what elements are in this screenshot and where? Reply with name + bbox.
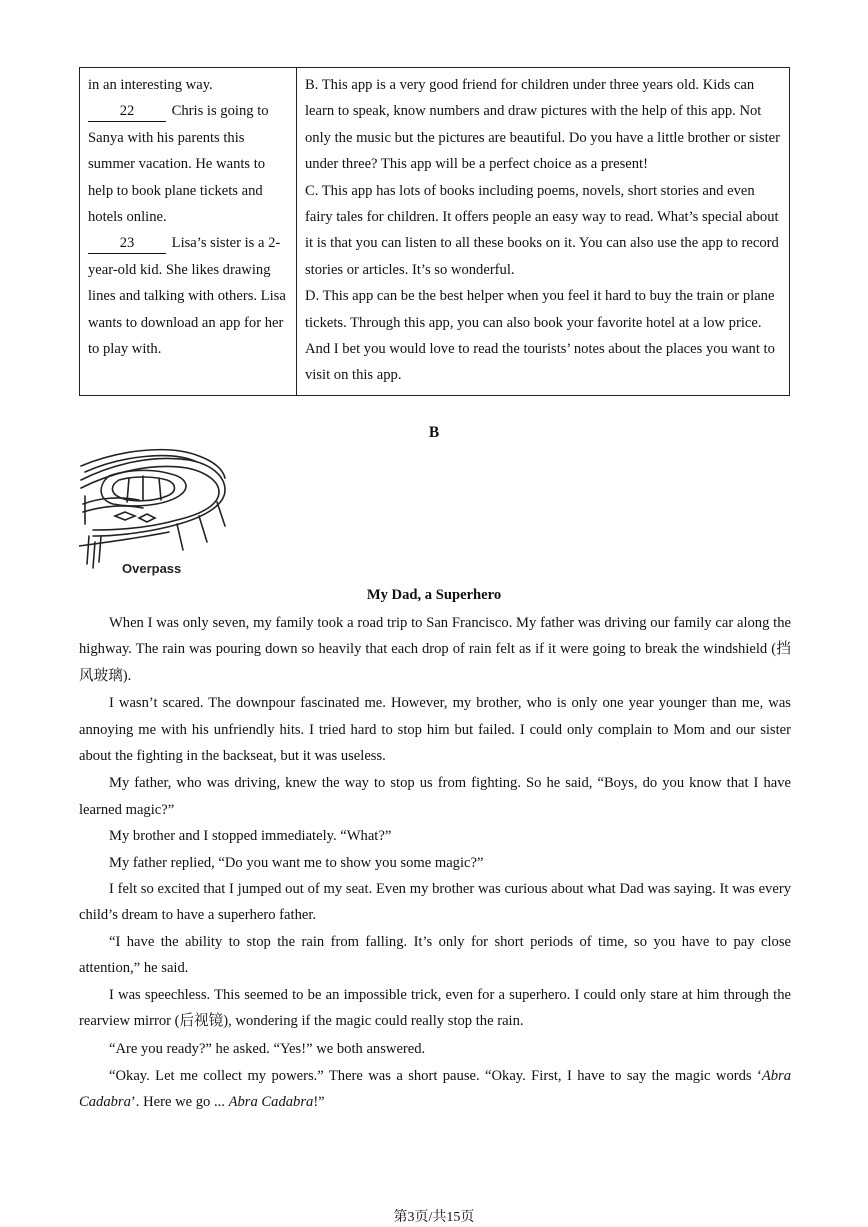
story-paragraph: “I have the ability to stop the rain from falling. It’s only for short periods of time, so you have to pay close attention,” he said.	[79, 933, 791, 977]
option-b-text: B. This app is a very good friend for children under three years old. Kids can learn to speak, know numbers and draw pictures with the help of this app. Not only the music but the pictures are beautiful. Do you have a little brother or sister under three? This app will be a perfect choice as a present!	[305, 77, 780, 173]
story-paragraph: When I was only seven, my family took a road trip to San Francisco. My father was driving our family car along the highway. The rain was pouring down so heavily that each drop of rain felt as if it were going to break the windshield (挡风玻璃).	[79, 615, 791, 684]
story-title: My Dad, a Superhero	[366, 587, 502, 603]
page-footer: 第3页/共15页	[393, 1210, 475, 1225]
story-paragraph: My father replied, “Do you want me to show you some magic?”	[109, 854, 484, 871]
blank-22[interactable]: 22	[88, 101, 166, 122]
magic-words: Abra Cadabra	[228, 1094, 314, 1111]
story-body	[79, 610, 791, 1116]
intro-tail-text: in an interesting way.	[88, 77, 213, 93]
situations-column	[80, 68, 297, 396]
section-heading: B	[428, 424, 440, 441]
apps-column	[297, 68, 790, 396]
story-text: !”	[313, 1094, 325, 1111]
overpass-illustration-icon	[79, 446, 229, 578]
story-paragraph: I felt so excited that I jumped out of my seat. Even my brother was curious about what Dad was saying. It was every child’s dream to have a superhero father.	[79, 881, 791, 924]
image-caption: Overpass	[122, 561, 182, 576]
story-paragraph: I wasn’t scared. The downpour fascinated me. However, my brother, who is only one year younger than me, was annoying me with his unfriendly hits. I tried hard to stop him but failed. I could only complain to Mom and our sister about the fighting in the backseat, but it was useless.	[79, 695, 791, 765]
blank-23[interactable]: 23	[88, 233, 166, 254]
story-paragraph: My father, who was driving, knew the way to stop us from fighting. So he said, “Boys, do you know that I have learned magic?”	[79, 775, 791, 818]
story-paragraph: My brother and I stopped immediately. “What?”	[109, 828, 392, 845]
question-22-text: Chris is going to Sanya with his parents this summer vacation. He wants to help to book plane tickets and hotels online.	[88, 103, 269, 226]
story-paragraph-final	[79, 1063, 791, 1116]
story-paragraph: I was speechless. This seemed to be an impossible trick, even for a superhero. I could only stare at him through the rearview mirror (后视镜), wondering if the magic could really stop the rain.	[79, 986, 791, 1030]
option-c-text: C. This app has lots of books including poems, novels, short stories and even fairy tales for children. It offers people an easy way to read. What’s special about it is that you can listen to all these books on it. You can also use the app to record stories or articles. It’s so wonderful.	[305, 182, 779, 278]
matching-table	[79, 67, 790, 396]
question-23-text: Lisa’s sister is a 2-year-old kid. She likes drawing lines and talking with others. Lisa wants to download an app for her to play with.	[88, 235, 286, 358]
story-text: ’. Here we go ...	[130, 1094, 229, 1111]
story-paragraph: “Are you ready?” he asked. “Yes!” we both answered.	[109, 1040, 426, 1057]
story-text: “Okay. Let me collect my powers.” There was a short pause. “Okay. First, I have to say the magic words ‘	[109, 1067, 762, 1084]
option-d-text: D. This app can be the best helper when you feel it hard to buy the train or plane tickets. Through this app, you can also book your favorite hotel at a low price. And I bet you would love to read the tourists’ notes about the places you want to visit on this app.	[305, 288, 775, 384]
magic-words: Abra Cadabra	[79, 1067, 791, 1111]
